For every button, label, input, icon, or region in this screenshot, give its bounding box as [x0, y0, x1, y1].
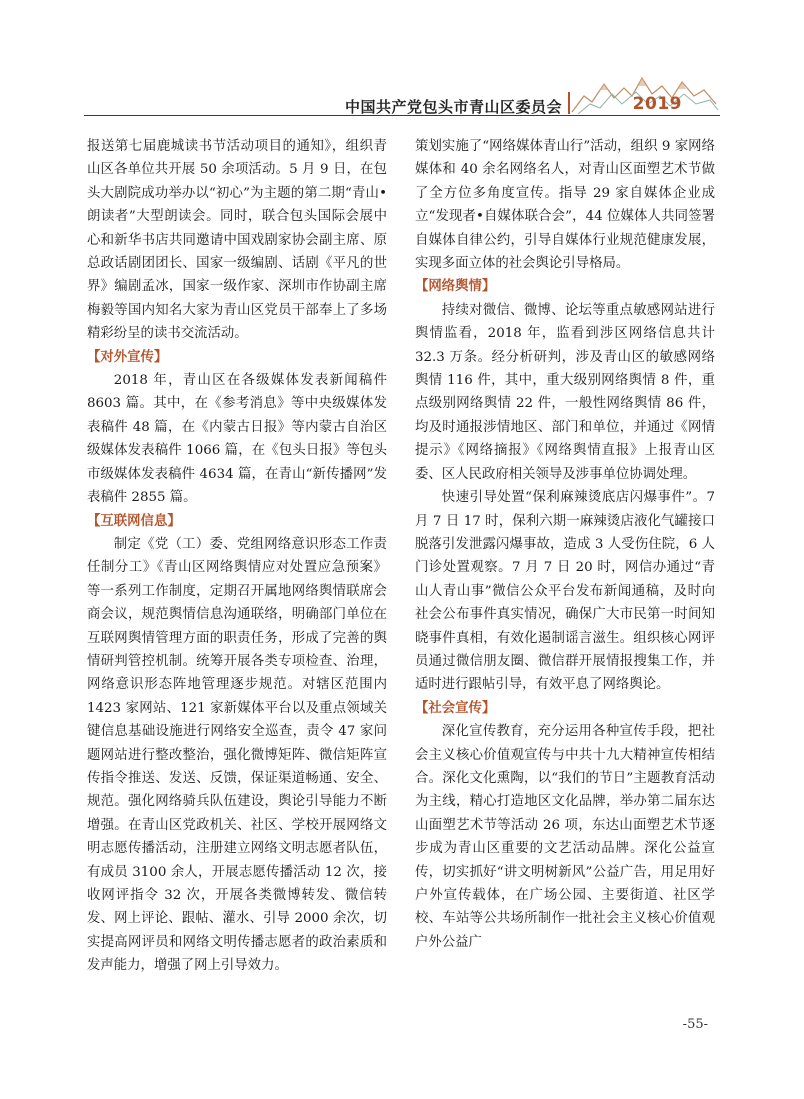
page-number: -55- [682, 1017, 708, 1032]
page-header [84, 82, 720, 116]
right-column [415, 135, 715, 954]
paragraph: 制定《党（工）委、党组网络意识形态工作责任制分工》《青山区网络舆情应对处置应急预案》等一系列工作制度，定期召开属地网络舆情联席会商会议，规范舆情信息沟通联络，明确部门单位在互联网舆情管理方面的职责任务，形成了完善的舆情研判管控机制。统筹开展各类专项检查、治理，网络意识形态阵地管理逐步规范。对辖区范围内 1423 家网站、121 家新媒体平台以及重点领域关键信息基础设施进行网络安全巡查，责令 47 家问题网站进行整改整治，强化微博矩阵、微信矩阵宣传指令推送、发送、反馈，保证渠道畅通、安全、规范。强化网络骑兵队伍建设，舆论引导能力不断增强。在青山区党政机关、社区、学校开展网络文明志愿传播活动，注册建立网络文明志愿者队伍，有成员 3100 余人，开展志愿传播活动 12 次，接收网评指令 32 次，开展各类微博转发、微信转发、网上评论、跟帖、灌水、引导 2000 余次，切实提高网评员和网络文明传播志愿者的政治素质和发声能力，增强了网上引导效力。 [87, 536, 387, 974]
section-heading-external-publicity: 【对外宣传】 [87, 349, 168, 365]
paragraph: 持续对微信、微博、论坛等重点敏感网站进行舆情监看，2018 年，监看到涉区网络信息共计 32.3 万条。经分析研判，涉及青山区的敏感网络舆情 116 件，其中，重大级别网络舆情 8 件，重点级别网络舆情 22 件，一般性网络舆情 86 件，均及时通报涉情地区、部门和单位，并通过《网情提示》《网络摘报》《网络舆情直报》上报青山区委、区人民政府相关领导及涉事单位协调处理。 [415, 302, 715, 482]
left-column [87, 135, 387, 978]
section-heading-social-publicity: 【社会宣传】 [415, 700, 496, 716]
paragraph: 2018 年，青山区在各级媒体发表新闻稿件 8603 篇。其中，在《参考消息》等中央级媒体发表稿件 48 篇，在《内蒙古日报》等内蒙古自治区级媒体发表稿件 1066 篇，在《包头日报》等包头市级媒体发表稿件 4634 篇，在青山“新传播网”发表稿件 2855 篇。 [87, 373, 387, 506]
header-year: 2019 [632, 94, 682, 114]
section-heading-online-opinion: 【网络舆情】 [415, 279, 496, 295]
header-rule [84, 115, 720, 116]
header-title: 中国共产党包头市青山区委员会 [344, 98, 562, 116]
section-heading-internet-info: 【互联网信息】 [87, 513, 181, 529]
paragraph: 策划实施了“网络媒体青山行”活动，组织 9 家网络媒体和 40 余名网络名人，对青山区面塑艺术节做了全方位多角度宣传。指导 29 家自媒体企业成立“发现者•自媒体联合会”，44 位媒体人共同签署自媒体自律公约，引导自媒体行业规范健康发展，实现多面立体的社会舆论引导格局。 [415, 139, 715, 272]
paragraph: 深化宣传教育，充分运用各种宣传手段，把社会主义核心价值观宣传与中共十九大精神宣传相结合。深化文化熏陶，以“我们的节日”主题教育活动为主线，精心打造地区文化品牌，举办第二届东达山面塑艺术节等活动 26 项，东达山面塑艺术节逐步成为青山区重要的文艺活动品牌。深化公益宣传，切实抓好“讲文明树新风”公益广告，用足用好户外宣传载体，在广场公园、主要街道、社区学校、车站等公共场所制作一批社会主义核心价值观户外公益广 [415, 724, 715, 950]
paragraph: 报送第七届鹿城读书节活动项目的通知》，组织青山区各单位共开展 50 余项活动。5 月 9 日，在包头大剧院成功举办以“初心”为主题的第二期“青山•朗读者”大型朗读会。同时，联合包头国际会展中心和新华书店共同邀请中国戏剧家协会副主席、原总政话剧团团长、国家一级编剧、话剧《平凡的世界》编剧孟冰，国家一级作家、深圳市作协副主席梅毅等国内知名大家为青山区党员干部奉上了多场精彩纷呈的读书交流活动。 [87, 139, 387, 342]
paragraph: 快速引导处置“保利麻辣烫底店闪爆事件”。7 月 7 日 17 时，保利六期一麻辣烫店液化气罐接口脱落引发泄露闪爆事故，造成 3 人受伤住院，6 人门诊处置观察。7 月 7 日 20 时，网信办通过“青山人青山事”微信公众平台发布新闻通稿，及时向社会公布事件真实情况，确保广大市民第一时间知晓事件真相，有效化遏制谣言滋生。组织核心网评员通过微信朋友圈、微信群开展情报搜集工作，并适时进行跟帖引导，有效平息了网络舆论。 [415, 490, 715, 693]
